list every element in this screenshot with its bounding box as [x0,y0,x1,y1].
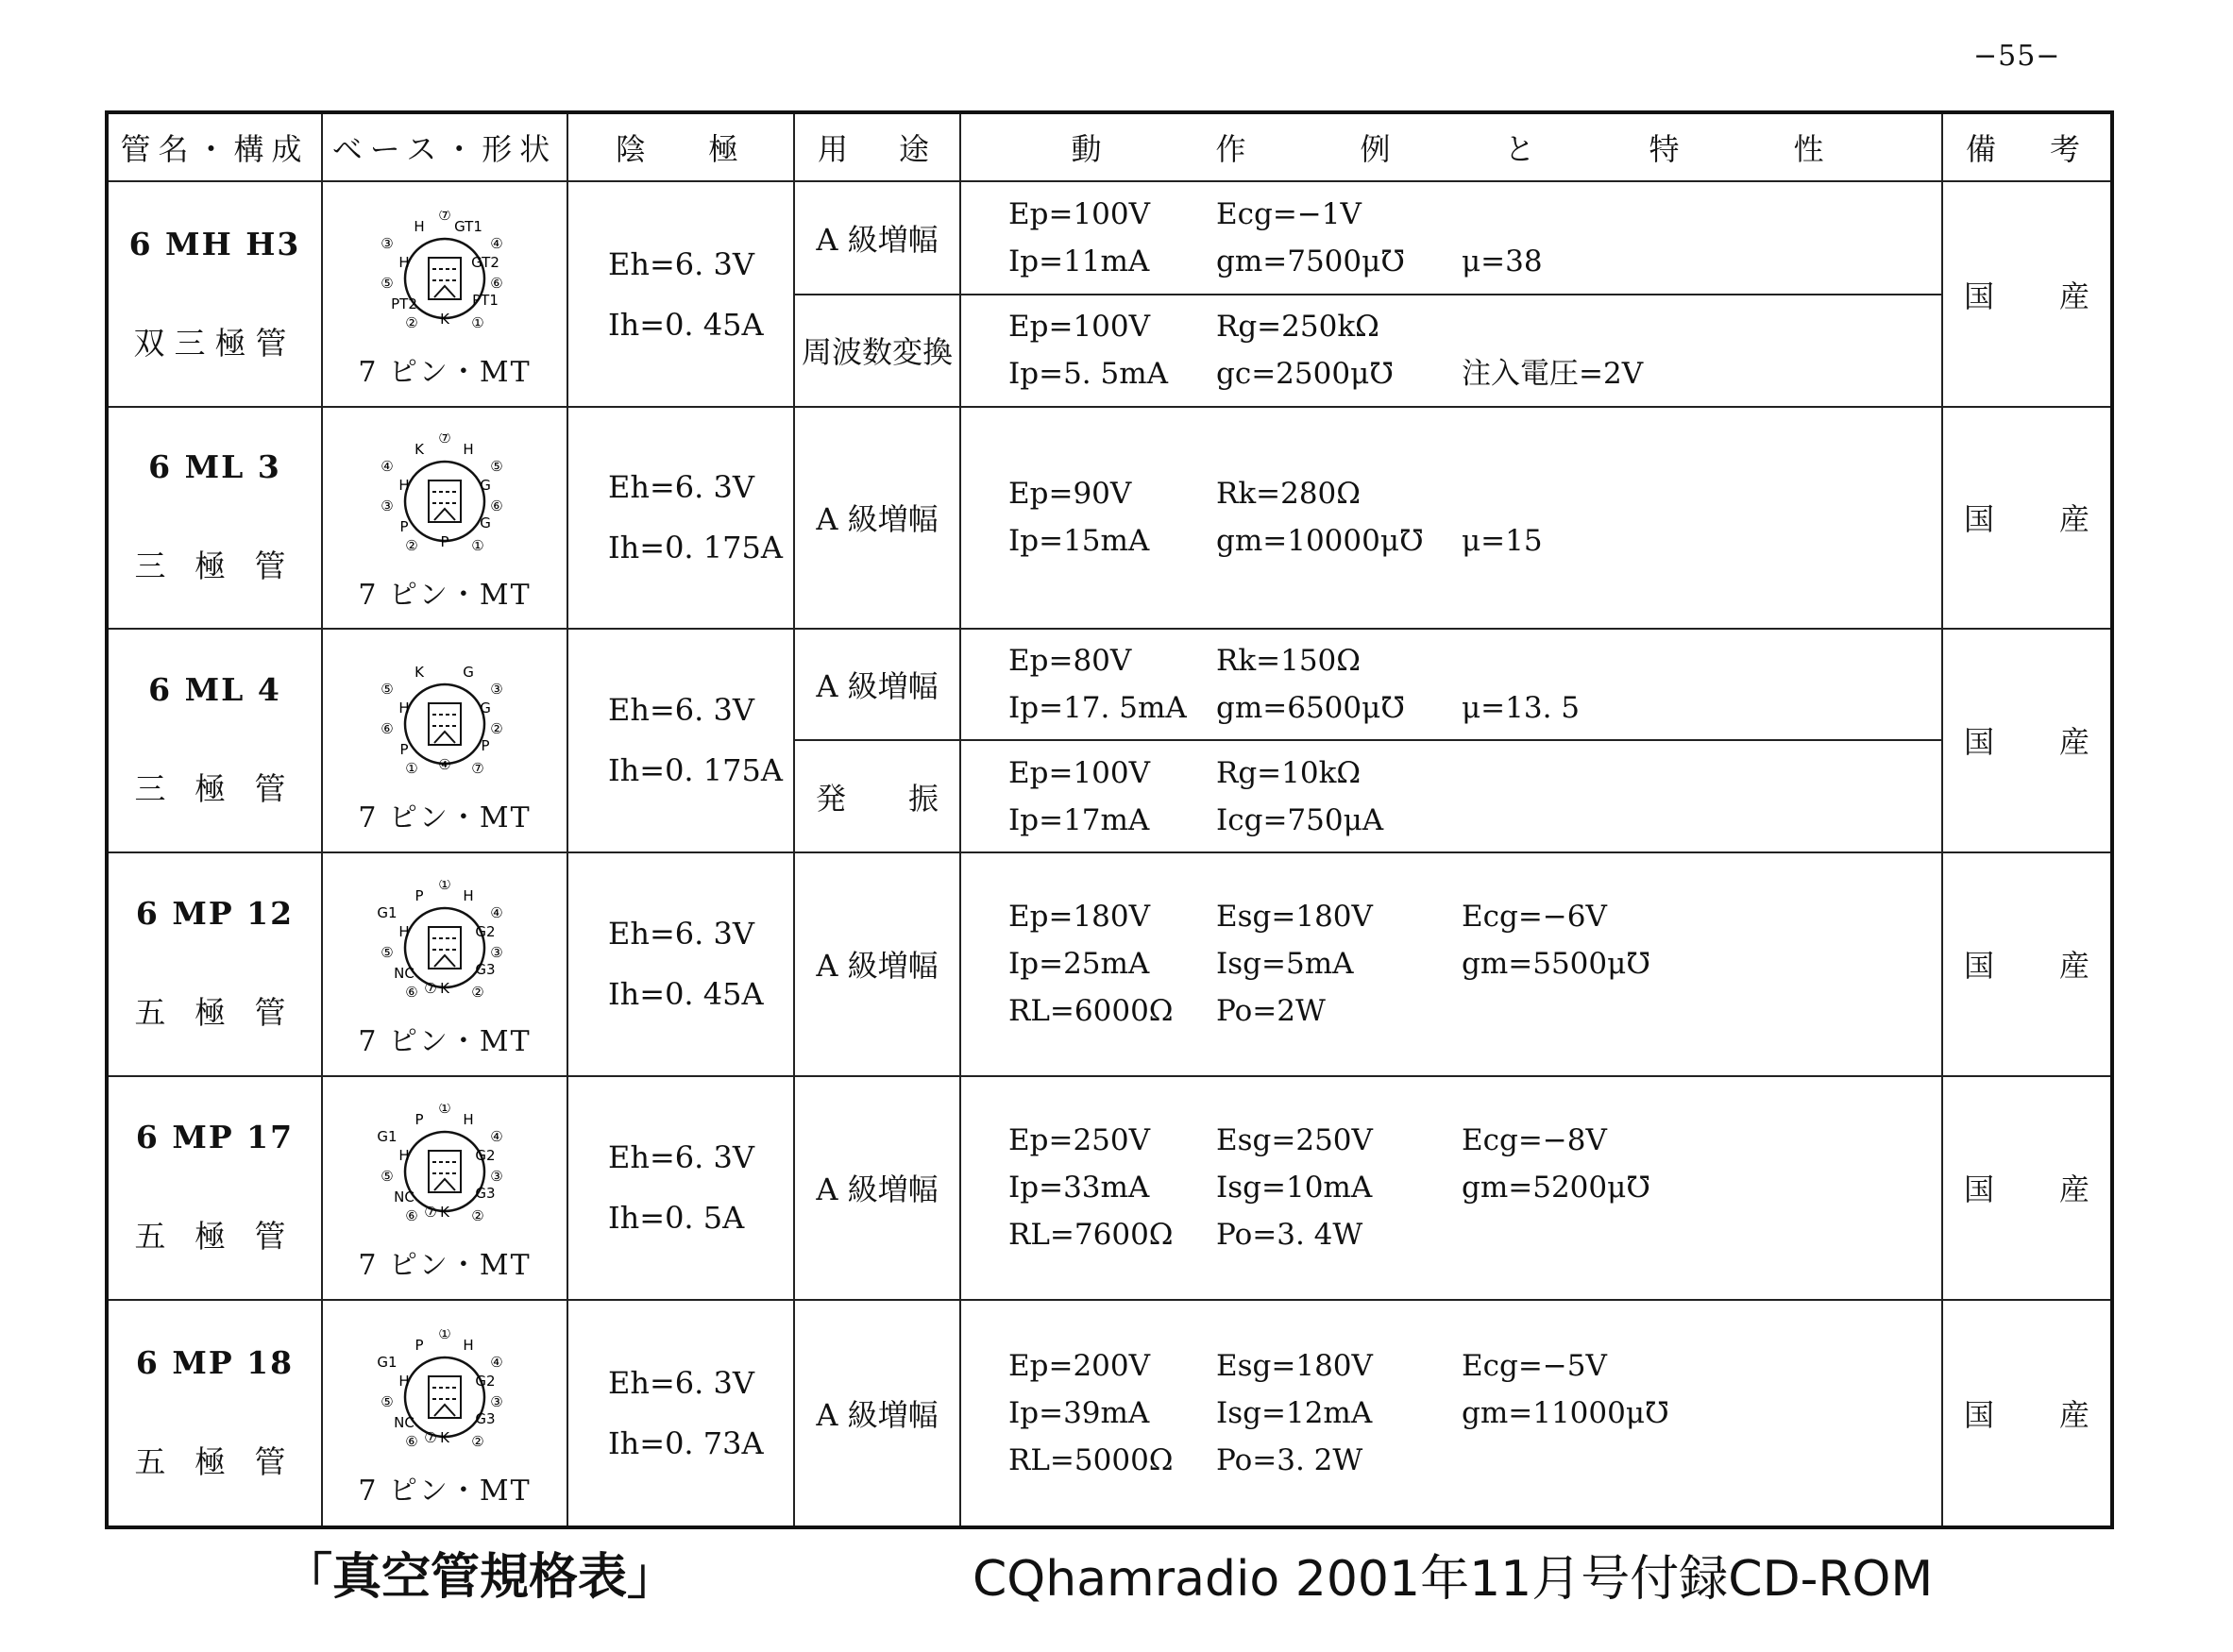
operation-line [1008,987,1941,1035]
base-label: 7 ピン・MT [358,801,532,835]
tube-name: 6 MP 12 [135,895,295,933]
tube-name: 6 MH H3 [128,225,301,262]
usage-cell: 周波数変換 [794,295,960,408]
pin-label: K [440,1428,449,1446]
operation-cell [960,852,1942,1076]
operation-line [1008,797,1941,844]
heater-current: Ih=0. 45A [608,306,764,343]
pin-label: H [398,923,410,941]
pin-label: K [414,441,424,459]
operation-line [1008,940,1941,987]
pin-label: ① [471,537,484,555]
pin-label: ⑥ [381,720,394,738]
pin-label: ③ [490,1168,503,1186]
pin-label: ⑤ [381,944,394,962]
cathode-cell [567,1076,794,1300]
remark-part: 国 [1964,948,1995,985]
operation-line [1008,1437,1941,1484]
heater-voltage: Eh=6. 3V [608,245,754,282]
operation-line [1008,893,1941,940]
operation-value: Ep=80V [1008,644,1132,679]
operation-cell [960,629,1942,740]
operation-value: gm=7500μ℧ [1216,244,1405,278]
tube-name-cell [107,181,322,407]
remark-part: 産 [2058,278,2089,314]
pin-label: PT2 [391,295,417,312]
base-label: 7 ピン・MT [358,1474,532,1508]
operation-cell [960,295,1942,408]
tube-base-cell [322,1300,567,1527]
operation-value: 注入電圧=2V [1462,357,1644,392]
header-remarks-1: 備 [1966,131,2005,167]
operation-line [1008,350,1941,397]
tube-name-cell [107,1076,322,1300]
pin-label: ⑥ [405,1207,418,1225]
operation-value: Rg=10kΩ [1216,755,1362,790]
operation-value: Esg=180V [1216,1348,1373,1383]
operation-value: Isg=5mA [1216,947,1354,982]
operation-value: Po=3. 2W [1216,1442,1363,1477]
pin-label: G1 [377,1128,398,1146]
pin-label: H [398,1147,410,1165]
header-ops-2: 作 [1215,131,1254,167]
operation-value: gm=5500μ℧ [1462,947,1650,982]
heater-voltage: Eh=6. 3V [608,469,754,506]
remark-part: 産 [2058,724,2089,761]
base-label: 7 ピン・MT [358,579,532,613]
pin-label: ② [471,984,484,1002]
remark-part: 産 [2058,1172,2089,1208]
header-ops [960,112,1942,181]
pin-label: NC [394,1188,414,1206]
operation-value: RL=7600Ω [1008,1218,1174,1253]
pin-label: H [463,1336,474,1354]
operation-value: RL=6000Ω [1008,994,1174,1029]
pin-label: ④ [490,1353,503,1371]
pin-label: ⑥ [490,274,503,292]
operation-value: Po=3. 4W [1216,1218,1363,1253]
pin-label: ⑦ [424,1428,437,1446]
operation-cell [960,1076,1942,1300]
operation-value: μ=38 [1462,244,1543,278]
pin-label: K [440,1204,449,1222]
pin-label: H [414,217,425,235]
operation-value: Ip=15mA [1008,524,1150,559]
remark-part: 国 [1964,1172,1995,1208]
operation-line [1008,191,1941,238]
remark-cell [1942,407,2112,629]
operation-value: gc=2500μ℧ [1216,357,1394,392]
remark-part: 国 [1964,501,1995,538]
pin-label: ⑤ [381,274,394,292]
table-row [107,852,2112,1076]
header-usage-1: 用 [818,131,856,167]
pin-label: ① [471,313,484,331]
pin-label: ⑥ [490,497,503,515]
tube-base-cell [322,629,567,852]
table-row [107,629,2112,740]
heater-voltage: Eh=6. 3V [608,692,754,729]
heater-current: Ih=0. 5A [608,1200,745,1237]
tube-name-cell [107,629,322,852]
page-number: −55− [1973,40,2061,73]
operation-value: Rg=250kΩ [1216,310,1379,345]
operation-value: Ep=100V [1008,310,1151,345]
operation-value: Ip=33mA [1008,1171,1150,1205]
pin-label: ④ [438,756,451,774]
usage-cell: A 級増幅 [794,181,960,295]
remark-cell [1942,629,2112,852]
usage-cell: A 級増幅 [794,1076,960,1300]
pin-label: G [463,664,474,682]
header-name: 管名・構成 [107,112,322,181]
operation-value: gm=11000μ℧ [1462,1395,1669,1430]
pin-label: H [398,477,410,495]
cathode-cell [567,407,794,629]
table-row [107,181,2112,295]
remark-cell [1942,852,2112,1076]
usage-part: 発 [816,780,847,817]
header-cathode-2: 極 [707,131,746,167]
pin-label: NC [394,965,414,983]
pin-label: ⑦ [424,980,437,998]
operation-value: Ecg=−1V [1216,196,1362,231]
operation-cell [960,181,1942,295]
base-label: 7 ピン・MT [358,1249,532,1283]
operation-value: gm=10000μ℧ [1216,524,1424,559]
cathode-cell [567,1300,794,1527]
operation-value: Ecg=−5V [1462,1348,1607,1383]
pin-label: PT1 [472,291,499,309]
header-cathode [567,112,794,181]
operation-line [1008,750,1941,797]
pin-label: G2 [475,923,496,941]
pin-label: GT2 [471,253,499,271]
operation-line [1008,1390,1941,1437]
pin-label: ① [438,880,451,894]
operation-value: Ep=100V [1008,755,1151,790]
usage-cell: A 級増幅 [794,407,960,629]
base-label: 7 ピン・MT [358,355,532,389]
pin-label: ① [438,1328,451,1342]
heater-current: Ih=0. 175A [608,530,783,566]
operation-value: Isg=10mA [1216,1171,1373,1205]
tube-type: 双三極管 [133,324,296,362]
usage-part: 振 [907,780,939,817]
pin-label: ⑦ [471,760,484,778]
pin-label: P [399,518,409,536]
pin-label: G1 [377,904,398,922]
operation-value: μ=15 [1462,524,1543,559]
header-ops-4: と [1504,131,1543,167]
base-diagram-icon [374,211,516,343]
pin-label: ⑦ [424,1204,437,1222]
tube-base-cell [322,181,567,407]
operation-value: Rk=150Ω [1216,644,1361,679]
operation-value: Ip=11mA [1008,244,1150,278]
heater-current: Ih=0. 45A [608,976,764,1013]
operation-cell [960,740,1942,851]
pin-label: ③ [490,1392,503,1410]
header-remarks-2: 考 [2049,131,2088,167]
usage-cell: A 級増幅 [794,629,960,740]
header-ops-1: 動 [1071,131,1109,167]
base-diagram-icon [374,433,516,565]
pin-label: ⑤ [381,1168,394,1186]
heater-voltage: Eh=6. 3V [608,1139,754,1176]
operation-value: Po=2W [1216,994,1326,1029]
base-diagram-icon [374,880,516,1012]
operation-line [1008,1342,1941,1390]
pin-label: ④ [490,1128,503,1146]
operation-line [1008,517,1941,565]
base-diagram-icon [374,1329,516,1461]
base-diagram-icon [374,656,516,788]
tube-type: 三 極 管 [134,770,296,808]
pin-label: K [440,310,449,328]
header-usage-2: 途 [898,131,937,167]
pin-label: ③ [381,234,394,252]
heater-current: Ih=0. 175A [608,752,783,789]
operation-value: gm=6500μ℧ [1216,691,1405,726]
pin-label: ① [438,1104,451,1118]
operation-value: RL=5000Ω [1008,1442,1174,1477]
footer-source: CQhamradio 2001年11月号付録CD-ROM [973,1551,1934,1608]
tube-type: 五 極 管 [134,1442,296,1480]
pin-label: ④ [381,458,394,476]
operation-cell [960,407,1942,629]
tube-type: 三 極 管 [134,548,296,585]
pin-label: ⑥ [405,1432,418,1450]
heater-current: Ih=0. 73A [608,1424,764,1461]
pin-label: ② [471,1432,484,1450]
pin-label: ② [471,1207,484,1225]
pin-label: ⑤ [490,458,503,476]
pin-label: G2 [475,1372,496,1390]
remark-part: 国 [1964,278,1995,314]
table-row [107,1076,2112,1300]
operation-value: gm=5200μ℧ [1462,1171,1650,1205]
pin-label: P [440,533,449,551]
pin-label: G [480,700,491,717]
operation-line [1008,470,1941,517]
remark-part: 産 [2058,501,2089,538]
operation-value: Isg=12mA [1216,1395,1373,1430]
pin-label: P [399,741,409,759]
tube-name: 6 MP 18 [135,1343,295,1381]
header-ops-6: 性 [1793,131,1832,167]
remark-part: 産 [2058,948,2089,985]
pin-label: P [414,1336,424,1354]
tube-name: 6 ML 3 [148,448,281,486]
tube-base-cell [322,407,567,629]
tube-base-cell [322,1076,567,1300]
operation-value: Ip=39mA [1008,1395,1150,1430]
remark-part: 国 [1964,1396,1995,1433]
operation-value: Ep=180V [1008,900,1151,935]
table-row [107,1300,2112,1527]
tube-type: 五 極 管 [134,1218,296,1256]
pin-label: ① [405,760,418,778]
header-base: ベース・形状 [322,112,567,181]
operation-line [1008,1211,1941,1258]
operation-value: Ip=17mA [1008,802,1150,837]
tube-name: 6 ML 4 [148,671,281,709]
table-row [107,407,2112,629]
pin-label: ⑦ [438,433,451,447]
pin-label: P [414,887,424,905]
pin-label: H [398,253,410,271]
tube-base-cell [322,852,567,1076]
pin-label: P [414,1111,424,1129]
operation-value: Rk=280Ω [1216,477,1361,512]
pin-label: H [463,1111,474,1129]
pin-label: ② [405,537,418,555]
base-diagram-icon [374,1104,516,1236]
tube-name-cell [107,1300,322,1527]
pin-label: ② [490,720,503,738]
pin-label: G [480,514,491,532]
operation-value: Ecg=−8V [1462,1123,1607,1158]
operation-value: Ip=17. 5mA [1008,691,1187,726]
operation-line [1008,684,1941,732]
operation-line [1008,238,1941,285]
cathode-cell [567,629,794,852]
operation-line [1008,637,1941,684]
pin-label: G3 [475,1185,496,1203]
header-usage [794,112,960,181]
operation-value: Ep=200V [1008,1348,1151,1383]
operation-value: Ep=100V [1008,196,1151,231]
pin-label: ③ [490,681,503,699]
pin-label: H [463,887,474,905]
operation-value: Icg=750μA [1216,802,1384,837]
footer-title: 「真空管規格表」 [283,1549,677,1606]
tube-name: 6 MP 17 [135,1119,295,1156]
heater-voltage: Eh=6. 3V [608,1364,754,1401]
remark-cell [1942,181,2112,407]
pin-label: G3 [475,961,496,979]
remark-part: 国 [1964,724,1995,761]
header-row [107,112,2112,181]
header-cathode-1: 陰 [616,131,654,167]
operation-value: Esg=250V [1216,1123,1373,1158]
pin-label: P [481,737,490,755]
tube-name-cell [107,407,322,629]
remark-cell [1942,1300,2112,1527]
operation-line [1008,1117,1941,1164]
pin-label: ④ [490,904,503,922]
operation-value: Ip=25mA [1008,947,1150,982]
cathode-cell [567,852,794,1076]
base-label: 7 ピン・MT [358,1025,532,1059]
pin-label: ⑤ [381,1392,394,1410]
pin-label: ⑦ [438,210,451,224]
pin-label: NC [394,1413,414,1431]
pin-label: ⑥ [405,984,418,1002]
header-ops-3: 例 [1360,131,1398,167]
pin-label: K [414,664,424,682]
pin-label: ④ [490,234,503,252]
pin-label: G [480,477,491,495]
operation-value: Esg=180V [1216,900,1373,935]
usage-cell [794,740,960,851]
pin-label: H [398,1372,410,1390]
remark-part: 産 [2058,1396,2089,1433]
pin-label: G2 [475,1147,496,1165]
pin-label: H [463,441,474,459]
remark-cell [1942,1076,2112,1300]
usage-cell: A 級増幅 [794,1300,960,1527]
pin-label: GT1 [454,217,482,235]
table-body [107,181,2112,1527]
operation-value: Ep=250V [1008,1123,1151,1158]
heater-voltage: Eh=6. 3V [608,916,754,952]
pin-label: ⑤ [381,681,394,699]
operation-line [1008,1164,1941,1211]
pin-label: G3 [475,1409,496,1427]
operation-cell [960,1300,1942,1527]
operation-value: μ=13. 5 [1462,691,1580,726]
operation-line [1008,303,1941,350]
tube-name-cell [107,852,322,1076]
pin-label: ② [405,313,418,331]
pin-label: ③ [381,497,394,515]
operation-value: Ep=90V [1008,477,1132,512]
operation-value: Ip=5. 5mA [1008,357,1169,392]
operation-value: Ecg=−6V [1462,900,1607,935]
header-ops-5: 特 [1649,131,1687,167]
pin-label: ③ [490,944,503,962]
header-remarks [1942,112,2112,181]
pin-label: G1 [377,1353,398,1371]
tube-spec-table [105,110,2114,1529]
usage-cell: A 級増幅 [794,852,960,1076]
cathode-cell [567,181,794,407]
pin-label: H [398,700,410,717]
tube-type: 五 極 管 [134,994,296,1032]
pin-label: K [440,980,449,998]
